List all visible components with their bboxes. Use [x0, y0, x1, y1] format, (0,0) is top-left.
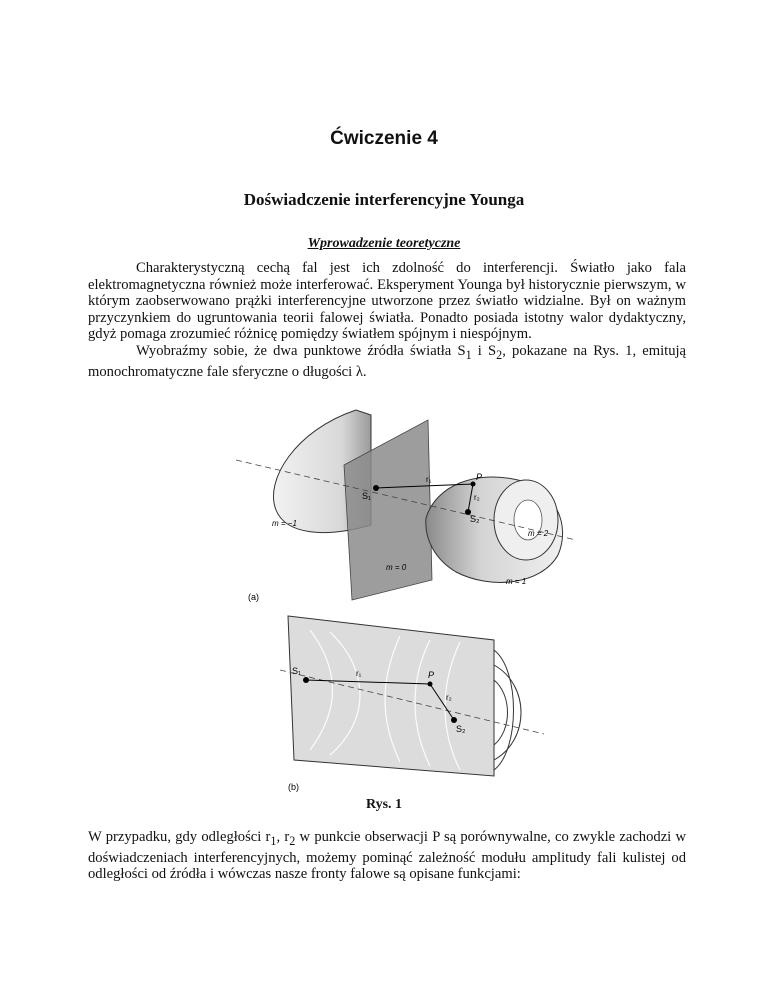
paragraph-observation — [88, 829, 686, 883]
figure-b-plane — [280, 610, 544, 795]
figure-caption: Rys. 1 — [365, 797, 403, 812]
paragraph-sources-text-3: , pokazane na Rys. 1, emitują monochromatyczne fale sferyczne o długości λ. — [88, 343, 687, 380]
label-m1: m = 1 — [506, 577, 527, 586]
paragraph-sources-text-2: i S — [471, 343, 497, 359]
label-r1-a: r₁ — [426, 475, 432, 484]
label-r2-a: r₂ — [474, 493, 480, 502]
r2-subscript: 2 — [289, 833, 296, 848]
paragraph-sources-text-1: Wyobraźmy sobie, że dwa punktowe źródła światła S — [136, 343, 466, 359]
paragraph-sources — [88, 343, 686, 380]
paragraph-observation-text-1: W przypadku, gdy odległości r — [88, 829, 271, 845]
label-m0: m = 0 — [386, 563, 407, 572]
label-p-a: P — [476, 472, 483, 482]
r1-subscript: 1 — [270, 833, 277, 848]
panel-b-label: (b) — [288, 782, 299, 792]
label-m-minus1: m = −1 — [272, 519, 297, 528]
s1-subscript: 1 — [465, 347, 472, 362]
ring-edges — [494, 650, 521, 770]
paragraph-observation-text-2: , r — [276, 829, 290, 845]
label-s1-b: S₁ — [292, 666, 302, 676]
s2-subscript: 2 — [496, 347, 503, 362]
label-s2-a: S₂ — [470, 514, 480, 524]
figure-a-hyperboloids — [236, 400, 576, 605]
section-heading: Wprowadzenie teoretyczne — [307, 236, 461, 251]
label-r1-b: r₁ — [356, 669, 362, 678]
label-s2-b: S₂ — [456, 724, 466, 734]
label-r2-b: r₂ — [446, 693, 452, 702]
paragraph-observation-text-3: w punkcie obserwacji P są porównywalne, co zwykle zachodzi w doświadczeniach interferencyjnych, możemy pominąć zależność modułu amplitudy fali kulistej od odległości od źródła i wówczas nasze fronty falowe są opisane funkcjami: — [88, 829, 686, 883]
label-m2: m = 2 — [528, 529, 549, 538]
plane-b — [288, 616, 494, 776]
paragraph-intro: Charakterystyczną cechą fal jest ich zdolność do interferencji. Światło jako fala elektromagnetyczna również może interferować. Eksperyment Younga był historycznie pierwszym, w którym zaobserwowano prążki interferencyjne utworzone przez światło widzialne. Był on ważnym przyczynkiem do ugruntowania teorii falowej światła. Ponadto posiada istotny walor dydaktyczny, gdyż pomaga zrozumieć różnicę pomiędzy światłem spójnym i niespójnym. — [88, 260, 686, 343]
label-s1-a: S₁ — [362, 491, 372, 501]
page-subtitle: Doświadczenie interferencyjne Younga — [243, 190, 525, 209]
panel-a-label: (a) — [248, 592, 259, 602]
label-p-b: P — [428, 670, 435, 680]
page-title: Ćwiczenie 4 — [330, 128, 438, 149]
